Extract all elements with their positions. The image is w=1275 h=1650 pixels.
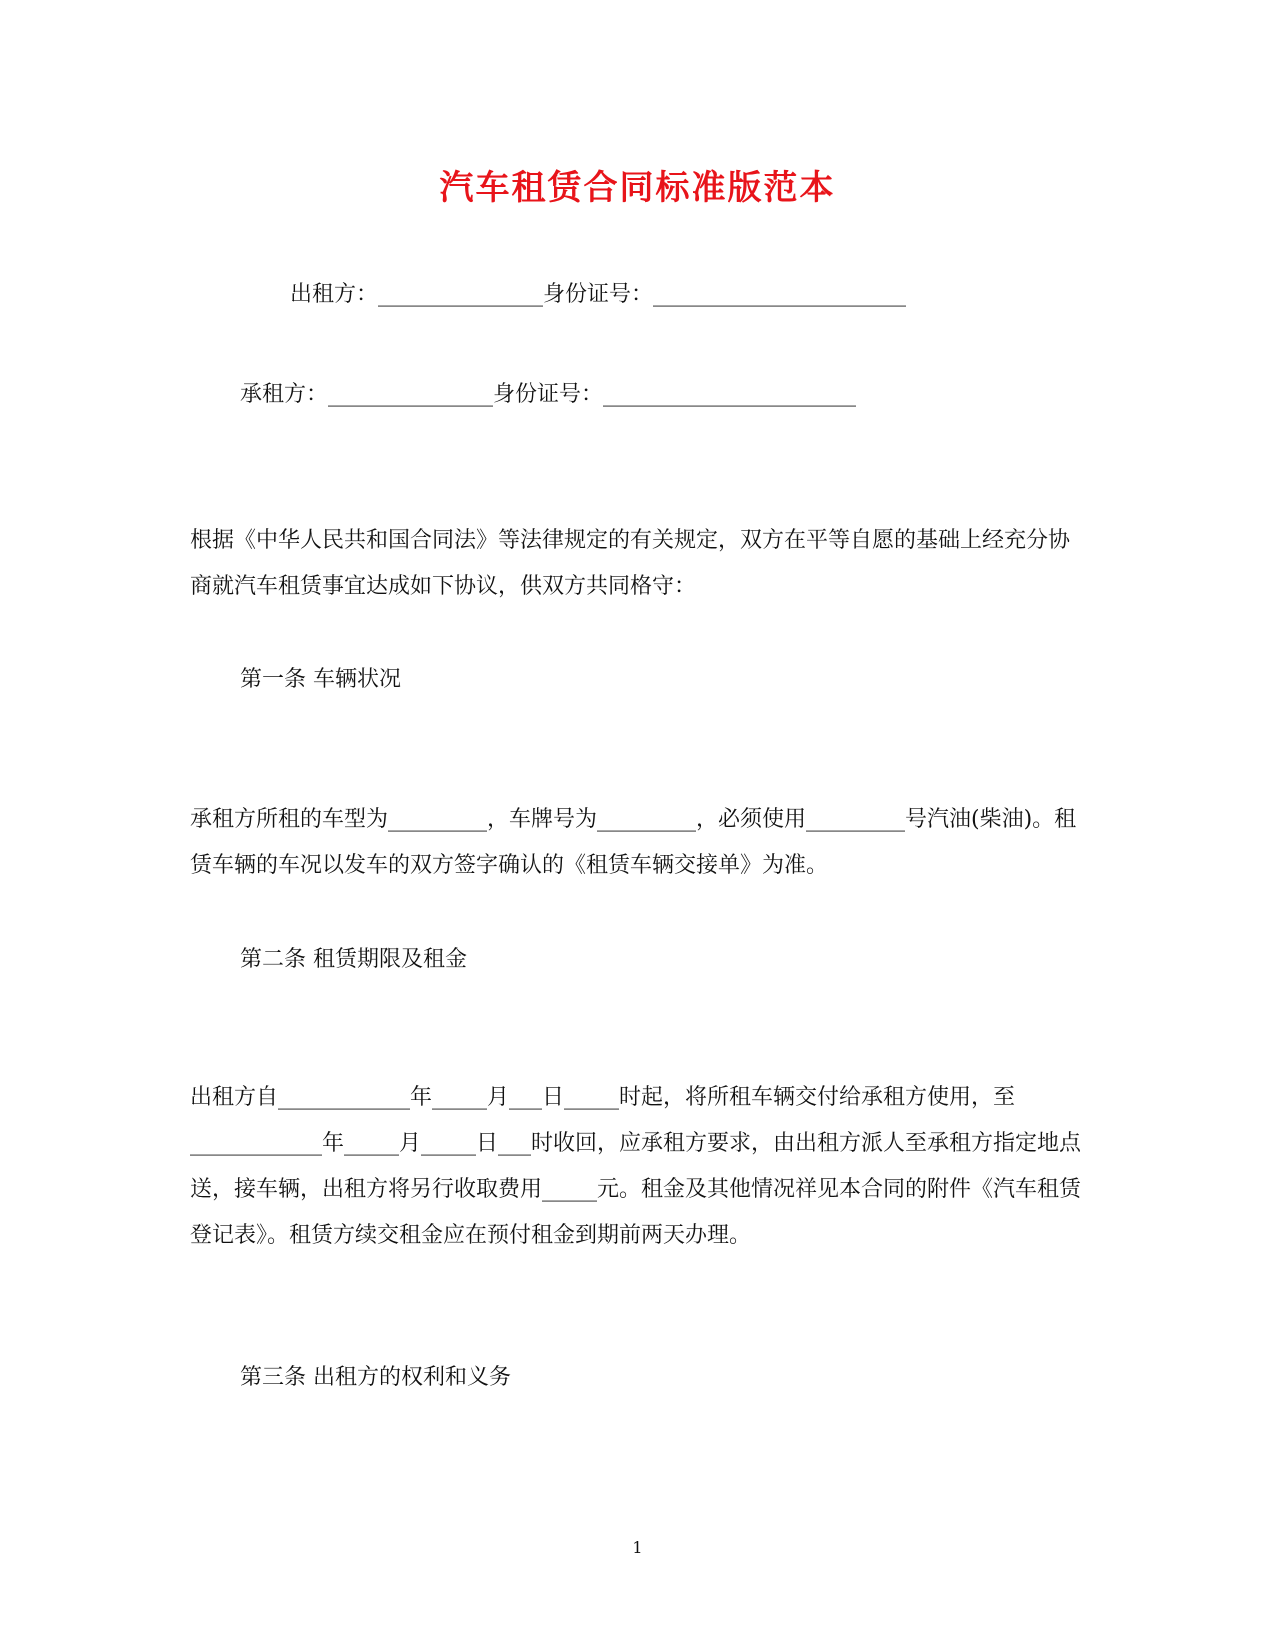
article-2-heading: 第二条 租赁期限及租金 — [240, 947, 467, 972]
document-title: 汽车租赁合同标准版范本 — [439, 168, 836, 208]
lessee-line: 承租方：_______________身份证号：_______________________ — [240, 382, 857, 407]
article-3-heading: 第三条 出租方的权利和义务 — [240, 1365, 511, 1390]
article-2-body: 出租方自____________年_____月___日_____时起，将所租车辆交付给承租方使用，至____________年_____月_____日___时收回，应承租方要求，由出租方派人至承租方指定地点送，接车辆，出租方将另行收取费用_____元。租金及其他情况祥见本合同的附件《汽车租赁登记表》。租赁方续交租金应在预付租金到期前两天办理。 — [190, 1085, 1082, 1248]
article-1-body: 承租方所租的车型为_________，车牌号为_________，必须使用_________号汽油(柴油)。租赁车辆的车况以发车的双方签字确认的《租赁车辆交接单》为准。 — [190, 807, 1077, 878]
intro-paragraph: 根据《中华人民共和国合同法》等法律规定的有关规定，双方在平等自愿的基础上经充分协商就汽车租赁事宜达成如下协议，供双方共同格守： — [190, 528, 1071, 599]
lessor-line: 出租方：_______________身份证号：_______________________ — [290, 282, 907, 307]
article-1-heading: 第一条 车辆状况 — [240, 667, 401, 692]
page-number: 1 — [632, 1538, 643, 1557]
